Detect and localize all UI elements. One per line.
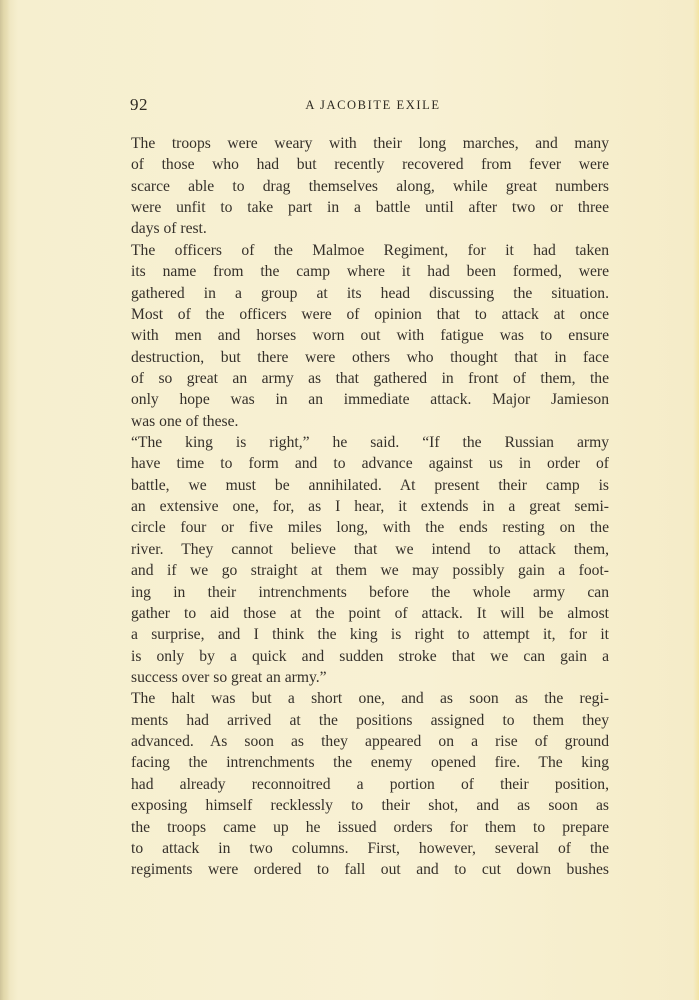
text-line: was one of these. xyxy=(131,412,239,430)
text-line: scarce able to drag themselves along, while great numbers xyxy=(131,177,609,195)
text-line: destruction, but there were others who thought that in face xyxy=(131,348,609,366)
text-line: gather to aid those at the point of attack. It will be almost xyxy=(131,604,609,622)
text-line: is only by a quick and sudden stroke that we can gain a xyxy=(131,647,609,665)
text-line: circle four or five miles long, with the ends resting on the xyxy=(131,519,609,537)
text-line: “The king is right,” he said. “If the Russian army xyxy=(131,434,609,452)
page-binding-shadow xyxy=(0,0,10,1000)
text-line: The officers of the Malmoe Regiment, for it had taken xyxy=(131,241,609,259)
text-line: of so great an army as that gathered in front of them, the xyxy=(131,369,609,387)
text-line: to attack in two columns. First, however, several of the xyxy=(131,839,609,857)
text-line: had already reconnoitred a portion of their position, xyxy=(131,775,609,793)
text-line: ing in their intrenchments before the whole army can xyxy=(131,583,609,601)
body-text xyxy=(131,133,609,881)
text-line: days of rest. xyxy=(131,220,207,238)
text-line: only hope was in an immediate attack. Major Jamieson xyxy=(131,391,609,409)
text-line: have time to form and to advance against us in order of xyxy=(131,455,609,473)
text-line: a surprise, and I think the king is right to attempt it, for it xyxy=(131,626,609,644)
text-line: river. They cannot believe that we intend to attack them, xyxy=(131,540,609,558)
text-line: an extensive one, for, as I hear, it extends in a great semi- xyxy=(131,498,609,516)
text-line: ments had arrived at the positions assigned to them they xyxy=(131,711,609,729)
page-edge-tint xyxy=(693,0,699,1000)
text-line: were unfit to take part in a battle until after two or three xyxy=(131,199,609,217)
page-header xyxy=(130,95,610,119)
text-line: advanced. As soon as they appeared on a rise of ground xyxy=(131,733,609,751)
text-line: the troops came up he issued orders for them to prepare xyxy=(131,818,609,836)
text-line: its name from the camp where it had been formed, were xyxy=(131,263,609,281)
text-line: and if we go straight at them we may possibly gain a foot- xyxy=(131,562,609,580)
running-title: A JACOBITE EXILE xyxy=(305,98,441,112)
text-line: battle, we must be annihilated. At present their camp is xyxy=(131,476,609,494)
text-line: success over so great an army.” xyxy=(131,668,327,686)
text-line: The troops were weary with their long marches, and many xyxy=(131,135,609,152)
text-line: The halt was but a short one, and as soon as the regi- xyxy=(131,690,609,708)
text-line: Most of the officers were of opinion that to attack at once xyxy=(131,305,609,323)
text-line: facing the intrenchments the enemy opened fire. The king xyxy=(131,754,609,772)
text-line: of those who had but recently recovered from fever were xyxy=(131,156,609,174)
text-line: gathered in a group at its head discussing the situation. xyxy=(131,284,609,302)
text-line: with men and horses worn out with fatigue was to ensure xyxy=(131,327,609,345)
page-number: 92 xyxy=(130,95,148,114)
text-line: exposing himself recklessly to their shot, and as soon as xyxy=(131,797,609,815)
text-line: regiments were ordered to fall out and to cut down bushes xyxy=(131,861,609,879)
